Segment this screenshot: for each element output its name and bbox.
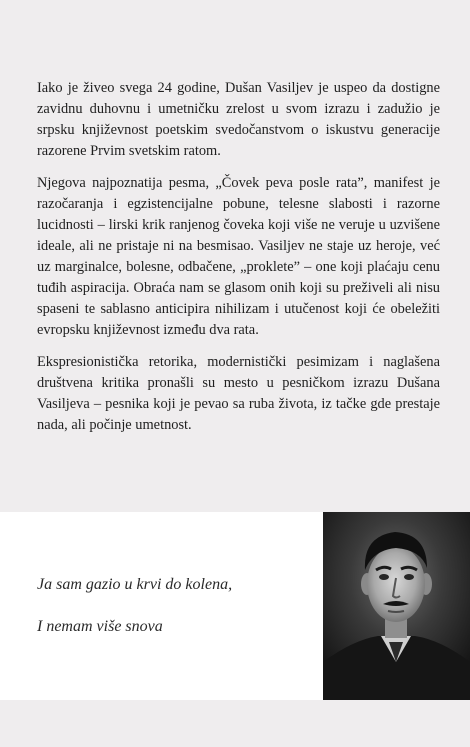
paragraph-1: Iako je živeo svega 24 godine, Dušan Vasiljev je uspeo da dostigne zavidnu duhovnu i umetničku zrelost u svom izrazu i zadužio je srpsku književnost poetskim svedočanstvom o iskustvu generacije razorene Prvim svetskim ratom. [37,80,440,159]
poem-quote [37,574,307,658]
bottom-band [0,700,470,747]
paragraph-3: Ekspresionistička retorika, modernistički pesimizam i naglašena društvena kritika pronašli su mesto u pesničkom izrazu Dušana Vasiljeva – pesnika koji je pevao sa ruba života, iz tačke gde prestaje nada, ali počinje umetnost. [37,354,440,433]
paragraph-2: Njegova najpoznatija pesma, „Čovek peva posle rata”, manifest je razočaranja i egzistencijalne pobune, telesne slabosti i razorne lucidnosti – lirski krik ranjenog čoveka koji više ne veruje u uzvišene ideale, ali ne pristaje ni na besmisao. Vasiljev ne staje uz heroje, već uz marginalce, bolesne, odbačene, „proklete” – one koji plaćaju cenu tuđih aspiracija. Obraća nam se glasom onih koji su preživeli ali nisu spaseni te sablasno anticipira nihilizam i utučenost koji će obeležiti evropsku književnost između dva rata. [37,175,440,338]
quote-line-2: I nemam više snova [37,618,163,635]
description-text [37,78,440,447]
quote-line-1: Ja sam gazio u krvi do kolena, [37,576,233,593]
portrait-illustration [323,512,470,700]
author-portrait-photo [323,512,470,700]
